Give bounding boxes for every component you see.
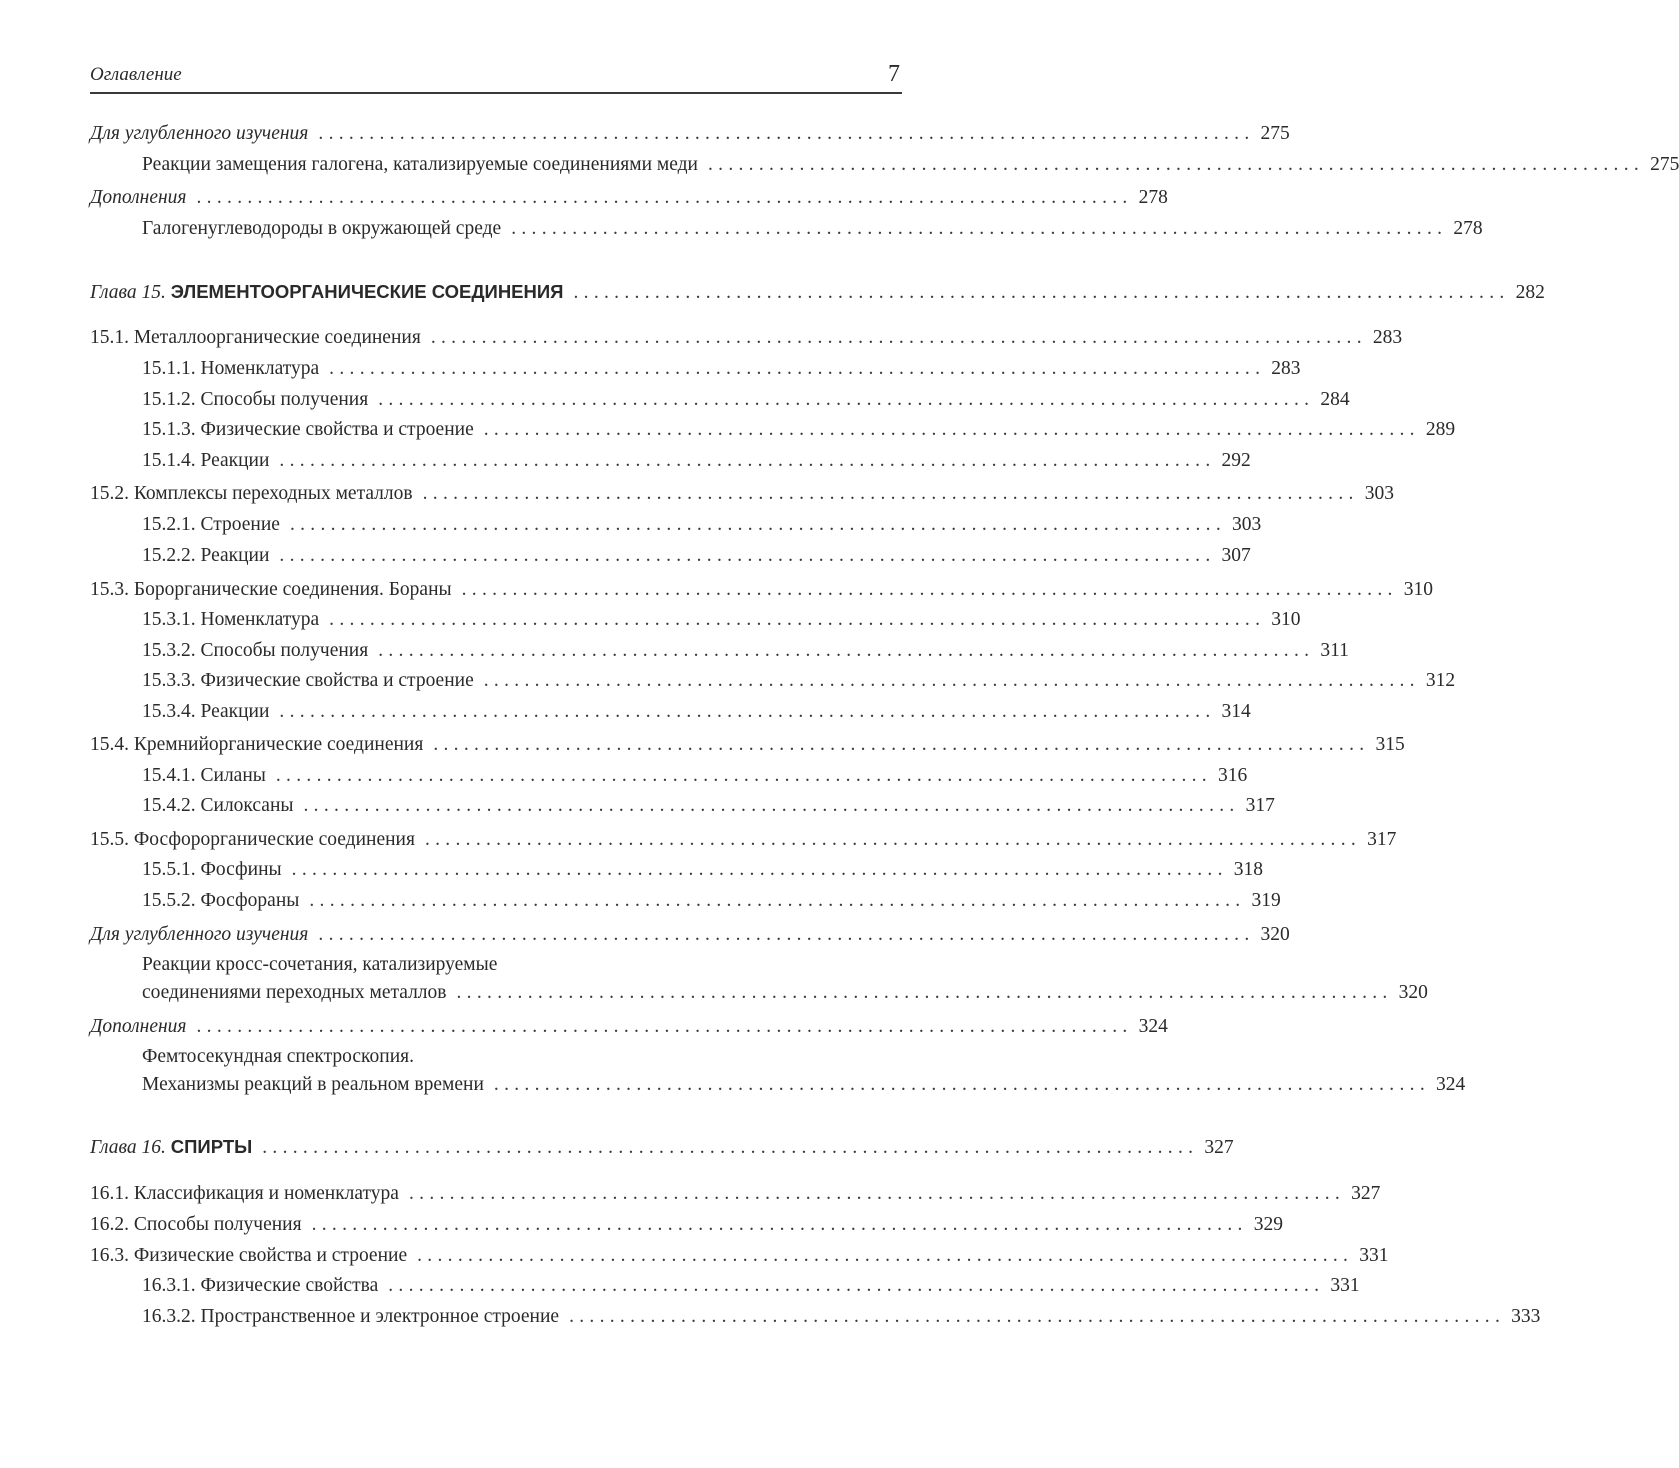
toc-entry[interactable] [142, 1043, 1466, 1099]
toc-page-number: 316 [1217, 765, 1248, 786]
toc-page-number: 319 [1251, 890, 1281, 911]
toc-entry[interactable] [142, 1272, 1360, 1300]
dot-leader: ............................................................................................ [483, 670, 1420, 691]
toc-entry-title: Механизмы реакций в реальном времени [142, 1074, 484, 1095]
dot-leader: ............................................................................................ [511, 218, 1448, 239]
toc-entry[interactable] [142, 856, 1264, 884]
toc-entry[interactable] [90, 184, 1168, 212]
dot-leader: ............................................................................................ [461, 579, 1398, 600]
toc-entry-title: 15.2.1. Строение [142, 514, 280, 535]
dot-leader: ............................................................................................ [422, 483, 1359, 504]
toc-entry[interactable] [90, 576, 1433, 604]
toc-entry[interactable] [90, 731, 1405, 759]
toc-entry-title: 16.3.2. Пространственное и электронное строение [142, 1306, 560, 1327]
toc-entry-title: Дополнения [90, 1016, 187, 1037]
toc-page-number: 327 [1351, 1183, 1381, 1204]
toc-page-number: 331 [1359, 1245, 1389, 1266]
toc-page-number: 318 [1233, 859, 1264, 880]
toc-entry-title: 15.1.1. Номенклатура [142, 358, 320, 379]
toc-entry-title: Реакции замещения галогена, катализируемые соединениями меди [142, 154, 698, 175]
toc-page-number: 329 [1253, 1214, 1283, 1235]
dot-leader: ............................................................................................ [329, 358, 1266, 379]
toc-page-number: 275 [1260, 123, 1290, 144]
toc-entry-title: Дополнения [90, 187, 187, 208]
toc-entry-title: Для углубленного изучения [90, 123, 309, 144]
dot-leader: ............................................................................................ [493, 1074, 1430, 1095]
toc-entry-title: 15.1.2. Способы получения [142, 389, 369, 410]
dot-leader: ............................................................................................ [707, 154, 1645, 175]
toc-entry[interactable] [142, 887, 1281, 915]
toc-entry[interactable] [90, 480, 1394, 508]
toc-entry-title-line: Фемтосекундная спектроскопия. [142, 1046, 415, 1067]
toc-entry-title: 15.1. Металлоорганические соединения [90, 327, 421, 348]
toc-entry[interactable] [142, 416, 1456, 444]
toc-page-number: 275 [1650, 154, 1679, 175]
chapter-title: СПИРТЫ [170, 1136, 253, 1157]
toc-entry[interactable] [142, 215, 1483, 243]
dot-leader: ............................................................................................ [279, 450, 1216, 471]
dot-leader: ............................................................................................ [388, 1275, 1325, 1296]
toc-entry-title: 16.3. Физические свойства и строение [90, 1245, 408, 1266]
toc-entry-title: 15.5.1. Фосфины [142, 859, 282, 880]
toc-page-number: 307 [1221, 545, 1251, 566]
toc-page-number: 283 [1271, 358, 1301, 379]
dot-leader: ............................................................................................ [196, 187, 1133, 208]
running-header [90, 58, 902, 94]
dot-leader: ............................................................................................ [378, 389, 1315, 410]
toc-page-number: 303 [1364, 483, 1394, 504]
toc-entry-title: 15.1.4. Реакции [142, 450, 270, 471]
toc-page-number: 333 [1511, 1306, 1541, 1327]
toc-page-number: 311 [1320, 640, 1349, 661]
toc-page-number: 282 [1515, 282, 1545, 303]
toc-entry[interactable] [90, 120, 1290, 148]
header-section-title: Оглавление [90, 64, 182, 85]
dot-leader: ............................................................................................ [196, 1016, 1133, 1037]
toc-entry-title: 15.3.4. Реакции [142, 701, 270, 722]
toc-entry[interactable] [142, 447, 1251, 475]
toc-entry[interactable] [142, 511, 1262, 539]
toc-page-number: 310 [1271, 609, 1301, 630]
header-page-number: 7 [888, 61, 900, 87]
dot-leader: ............................................................................................ [262, 1137, 1199, 1158]
toc-entry[interactable] [142, 637, 1349, 665]
toc-page-number: 315 [1375, 734, 1405, 755]
toc-page-number: 303 [1232, 514, 1262, 535]
toc-page-number: 284 [1320, 389, 1350, 410]
toc-entry[interactable] [90, 324, 1403, 352]
toc-entry[interactable] [142, 606, 1301, 634]
toc-entry-title: 15.3.1. Номенклатура [142, 609, 320, 630]
dot-leader: ............................................................................................ [309, 890, 1246, 911]
toc-entry[interactable] [142, 1303, 1541, 1331]
toc-chapter-entry[interactable] [90, 278, 1545, 307]
dot-leader: ............................................................................................ [569, 1306, 1506, 1327]
toc-chapter-title [90, 1133, 252, 1162]
toc-page-number: 289 [1425, 419, 1456, 440]
toc-entry-title: соединениями переходных металлов [142, 982, 447, 1003]
toc-entry-title: 16.3.1. Физические свойства [142, 1275, 379, 1296]
dot-leader: ............................................................................................ [291, 859, 1228, 880]
toc-entry[interactable] [90, 1180, 1381, 1208]
toc-entry-title: 15.5.2. Фосфораны [142, 890, 300, 911]
toc-entry[interactable] [142, 792, 1275, 820]
dot-leader: ............................................................................................ [289, 514, 1227, 535]
chapter-label: Глава 16. [90, 1137, 166, 1158]
dot-leader: ............................................................................................ [424, 829, 1362, 850]
toc-entry-title: 15.2. Комплексы переходных металлов [90, 483, 413, 504]
dot-leader: ............................................................................................ [275, 765, 1212, 786]
dot-leader: ............................................................................................ [408, 1183, 1346, 1204]
toc-page-number: 314 [1221, 701, 1251, 722]
chapter-title: ЭЛЕМЕНТООРГАНИЧЕСКИЕ СОЕДИНЕНИЯ [170, 281, 564, 302]
toc-entry-title-line: Реакции кросс-сочетания, катализируемые [142, 954, 498, 975]
toc-entry-title: 15.4. Кремнийорганические соединения [90, 734, 424, 755]
dot-leader: ............................................................................................ [279, 701, 1216, 722]
toc-page-number: 320 [1398, 982, 1428, 1003]
toc-chapter-title [90, 278, 563, 307]
dot-leader: ............................................................................................ [456, 982, 1393, 1003]
dot-leader: ............................................................................................ [430, 327, 1367, 348]
dot-leader: ............................................................................................ [318, 924, 1255, 945]
toc-entry-title: 15.4.2. Силоксаны [142, 795, 294, 816]
toc-page-number: 283 [1372, 327, 1403, 348]
toc-entry-title: 15.3.2. Способы получения [142, 640, 369, 661]
toc-entry-title: 16.2. Способы получения [90, 1214, 302, 1235]
dot-leader: ............................................................................................ [329, 609, 1266, 630]
toc-entry[interactable] [142, 386, 1350, 414]
toc-entry[interactable] [90, 921, 1290, 949]
toc-entry[interactable] [90, 826, 1397, 854]
toc-page-number: 278 [1138, 187, 1168, 208]
toc-page-number: 310 [1403, 579, 1433, 600]
toc-page-number: 331 [1330, 1275, 1360, 1296]
toc-entry[interactable] [142, 698, 1251, 726]
dot-leader: ............................................................................................ [318, 123, 1255, 144]
toc-entry[interactable] [142, 667, 1456, 695]
dot-leader: ............................................................................................ [378, 640, 1315, 661]
toc-entry[interactable] [142, 542, 1251, 570]
toc-chapter-entry[interactable] [90, 1133, 1234, 1162]
toc-entry[interactable] [90, 1242, 1389, 1270]
toc-page-number: 324 [1138, 1016, 1168, 1037]
toc-entry[interactable] [142, 762, 1248, 790]
chapter-label: Глава 15. [90, 282, 166, 303]
toc-entry-title: 15.2.2. Реакции [142, 545, 270, 566]
dot-leader: ............................................................................................ [311, 1214, 1248, 1235]
toc-page-number: 324 [1436, 1074, 1466, 1095]
dot-leader: ............................................................................................ [303, 795, 1240, 816]
toc-entry-title: 15.5. Фосфорорганические соединения [90, 829, 415, 850]
toc-page-number: 317 [1367, 829, 1397, 850]
toc-entry[interactable] [142, 151, 1679, 179]
toc-entry[interactable] [90, 1211, 1283, 1239]
toc-page-number: 320 [1260, 924, 1290, 945]
dot-leader: ............................................................................................ [279, 545, 1216, 566]
toc-entry-title: Галогенуглеводороды в окружающей среде [142, 218, 502, 239]
toc-entry-title: 16.1. Классификация и номенклатура [90, 1183, 399, 1204]
toc-page-number: 278 [1453, 218, 1483, 239]
toc-entry-title: Для углубленного изучения [90, 924, 309, 945]
toc-entry-title: 15.4.1. Силаны [142, 765, 266, 786]
dot-leader: ............................................................................................ [417, 1245, 1354, 1266]
dot-leader: ............................................................................................ [483, 419, 1420, 440]
dot-leader: ............................................................................................ [573, 282, 1510, 303]
dot-leader: ............................................................................................ [433, 734, 1370, 755]
toc-entry[interactable] [142, 951, 1428, 1007]
toc-entry-title: 15.1.3. Физические свойства и строение [142, 419, 474, 440]
toc-page-number: 312 [1425, 670, 1456, 691]
toc-page-number: 327 [1204, 1137, 1234, 1158]
toc-page-number: 292 [1221, 450, 1251, 471]
toc-entry-title: 15.3.3. Физические свойства и строение [142, 670, 474, 691]
toc-entry[interactable] [90, 1013, 1168, 1041]
toc-page-number: 317 [1245, 795, 1275, 816]
toc-entry-title: 15.3. Борорганические соединения. Бораны [90, 579, 452, 600]
toc-entry[interactable] [142, 355, 1301, 383]
